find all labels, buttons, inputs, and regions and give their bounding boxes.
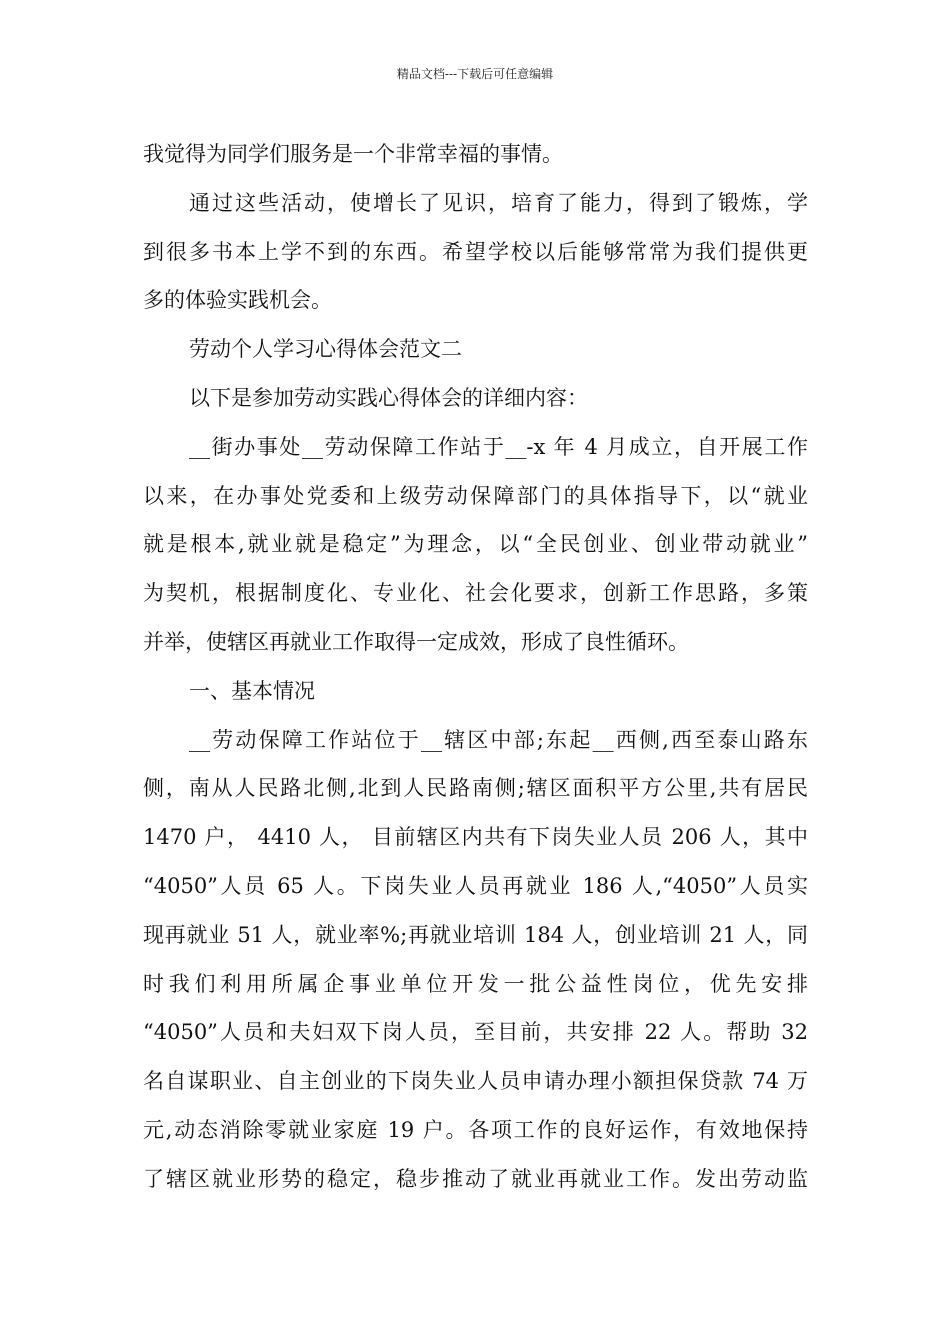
paragraph-3 (143, 423, 808, 667)
text-line: 现再就业 51 人，就业率%;再就业培训 184 人，创业培训 21 人，同 (143, 922, 808, 947)
text-line: 1470 户， 4410 人， 目前辖区内共有下岗失业人员 206 人，其中 (143, 825, 808, 850)
text-line: __街办事处__劳动保障工作站于__-x 年 4 月成立，自开展工作 (189, 434, 808, 459)
paragraph-intro (143, 374, 808, 423)
text-line: __劳动保障工作站位于__辖区中部;东起__西侧,西至泰山路东 (189, 727, 808, 752)
text-line: “4050”人员和夫妇双下岗人员，至目前，共安排 22 人。帮助 32 (143, 1020, 808, 1045)
text-line: 侧，南从人民路北侧,北到人民路南侧;辖区面积平方公里,共有居民 (143, 776, 808, 801)
text-line: 通过这些活动，使增长了见识，培育了能力，得到了锻炼，学 (189, 190, 808, 215)
document-body (143, 130, 808, 1204)
text-line: 以来，在办事处党委和上级劳动保障部门的具体指导下，以“就业 (143, 483, 808, 508)
text-line: “4050”人员 65 人。下岗失业人员再就业 186 人,“4050”人员实 (143, 873, 808, 898)
text-line: 我觉得为同学们服务是一个非常幸福的事情。 (143, 142, 563, 166)
text-line: 名自谋职业、自主创业的下岗失业人员申请办理小额担保贷款 74 万 (143, 1069, 808, 1094)
section-title-2 (143, 325, 808, 374)
page-header: 精品文档---下载后可任意编辑 (396, 67, 554, 81)
text-line: 并举，使辖区再就业工作取得一定成效，形成了良性循环。 (143, 629, 689, 654)
paragraph-1 (143, 130, 808, 179)
paragraph-4 (143, 716, 808, 1204)
text-line: 时我们利用所属企事业单位开发一批公益性岗位，优先安排 (143, 971, 808, 996)
text-line: 以下是参加劳动实践心得体会的详细内容： (189, 385, 588, 410)
paragraph-2 (143, 179, 808, 325)
text-line: 了辖区就业形势的稳定，稳步推动了就业再就业工作。发出劳动监 (143, 1166, 808, 1191)
text-line: 为契机，根据制度化、专业化、社会化要求，创新工作思路，多策 (143, 581, 808, 606)
text-line: 多的体验实践机会。 (143, 288, 332, 313)
text-line: 劳动个人学习心得体会范文二 (189, 337, 462, 362)
text-line: 就是根本,就业就是稳定”为理念，以“全民创业、创业带动就业” (143, 532, 808, 557)
section-heading-basic (143, 667, 808, 716)
text-line: 一、基本情况 (189, 678, 315, 703)
text-line: 到很多书本上学不到的东西。希望学校以后能够常常为我们提供更 (143, 239, 808, 264)
text-line: 元,动态消除零就业家庭 19 户。各项工作的良好运作，有效地保持 (143, 1117, 808, 1142)
